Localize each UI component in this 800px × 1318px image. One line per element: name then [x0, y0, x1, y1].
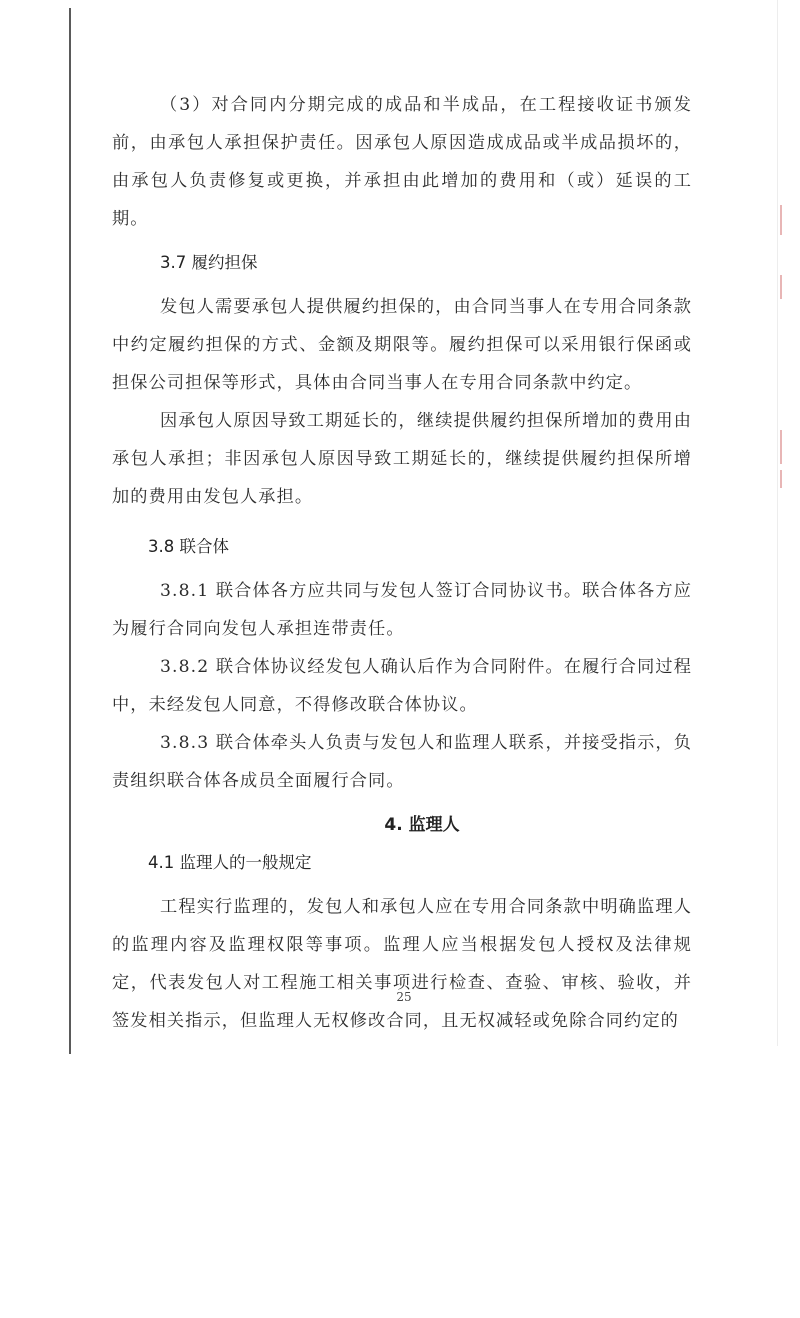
- page-number: 25: [396, 990, 412, 1004]
- paragraph-guarantee-extension-cost: 因承包人原因导致工期延长的，继续提供履约担保所增加的费用由承包人承担；非因承包人原因导致工期延长的，继续提供履约担保所增加的费用由发包人承担。: [112, 411, 692, 507]
- document-body: [112, 86, 692, 1040]
- paragraph-performance-guarantee: 发包人需要承包人提供履约担保的，由合同当事人在专用合同条款中约定履约担保的方式、金额及期限等。履约担保可以采用银行保函或担保公司担保等形式，具体由合同当事人在专用合同条款中约定。: [112, 297, 692, 393]
- paragraph-supervisor-general: 工程实行监理的，发包人和承包人应在专用合同条款中明确监理人的监理内容及监理权限等事项。监理人应当根据发包人授权及法律规定，代表发包人对工程施工相关事项进行检查、查验、审核、验收，并签发相关指示，但监理人无权修改合同，且无权减轻或免除合同约定的: [112, 897, 692, 1031]
- paragraph-3-8-2: 3.8.2 联合体协议经发包人确认后作为合同附件。在履行合同过程中，未经发包人同意，不得修改联合体协议。: [112, 657, 692, 715]
- section-heading-3-7: 3.7 履约担保: [160, 253, 258, 272]
- edge-stain-mark: [780, 430, 782, 464]
- paragraph-3-8-3: 3.8.3 联合体牵头人负责与发包人和监理人联系，并接受指示，负责组织联合体各成员全面履行合同。: [112, 733, 692, 791]
- paragraph-3-8-1: 3.8.1 联合体各方应共同与发包人签订合同协议书。联合体各方应为履行合同向发包人承担连带责任。: [112, 581, 692, 639]
- page-edge-line: [777, 0, 778, 1046]
- edge-stain-mark: [780, 205, 782, 235]
- section-heading-4-1: 4.1 监理人的一般规定: [148, 853, 312, 872]
- edge-stain-mark: [780, 470, 782, 488]
- binding-margin-line: [69, 8, 71, 1054]
- section-heading-3-8: 3.8 联合体: [148, 537, 229, 556]
- edge-stain-mark: [780, 275, 782, 299]
- chapter-heading-4: 4. 监理人: [384, 815, 460, 835]
- paragraph-finished-goods-protection: （3）对合同内分期完成的成品和半成品，在工程接收证书颁发前，由承包人承担保护责任。因承包人原因造成成品或半成品损坏的，由承包人负责修复或更换，并承担由此增加的费用和（或）延误的工期。: [112, 95, 692, 229]
